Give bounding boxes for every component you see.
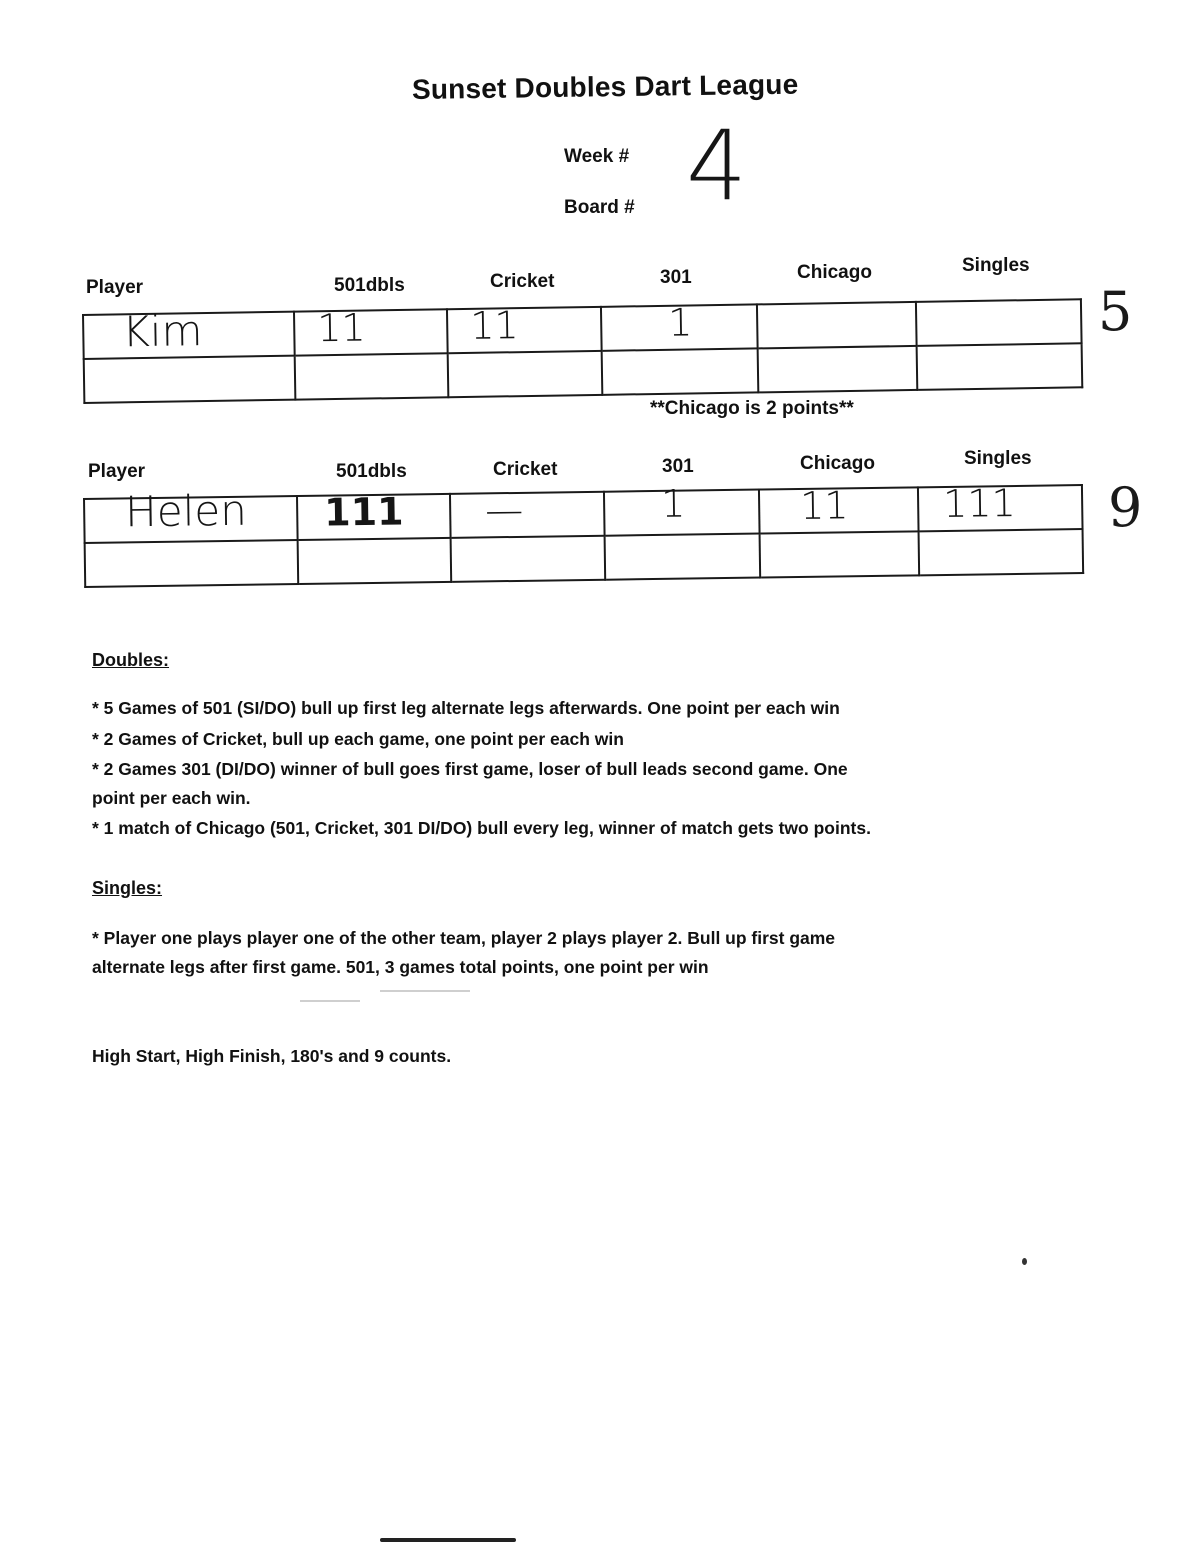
- player-total: 9: [1108, 476, 1143, 539]
- doubles-rule: * 1 match of Chicago (501, Cricket, 301 DI/DO) bull every leg, winner of match gets two points.: [92, 818, 871, 838]
- board-label: Board #: [564, 197, 635, 218]
- score-cell-301[interactable]: 1: [601, 304, 758, 350]
- player-total: 5: [1098, 280, 1133, 343]
- score-cell-301[interactable]: [605, 534, 761, 580]
- score-cell-501dbls[interactable]: 11: [294, 309, 448, 355]
- singles-rule: * Player one plays player one of the other team, player 2 plays player 2. Bull up first game alternate legs after first game. 501, 3 games total points, one point per win: [92, 928, 836, 977]
- score-cell-501dbls[interactable]: [298, 538, 452, 584]
- header-301: 301: [660, 267, 692, 288]
- player-cell[interactable]: [84, 356, 296, 403]
- score-cell-chicago[interactable]: 11: [759, 487, 919, 533]
- header-501dbls: 501dbls: [334, 275, 405, 296]
- score-cell-chicago[interactable]: [760, 531, 920, 577]
- chicago-note: **Chicago is 2 points**: [650, 398, 854, 419]
- player-name: Helen: [124, 485, 248, 537]
- smudge-mark: [380, 990, 470, 992]
- score-cell-cricket[interactable]: 11: [447, 307, 602, 353]
- score-cell-501dbls[interactable]: [295, 353, 449, 399]
- player-cell[interactable]: [84, 485, 298, 543]
- header-player: Player: [88, 461, 146, 482]
- header-501dbls: 501dbls: [336, 461, 407, 482]
- ink-dot: [1022, 1258, 1027, 1265]
- smudge-mark: [300, 1000, 360, 1002]
- header-301: 301: [662, 456, 694, 477]
- header-cricket: Cricket: [493, 459, 558, 480]
- form-title: Sunset Doubles Dart League: [411, 68, 799, 105]
- score-cell-singles[interactable]: [917, 343, 1083, 390]
- week-label: Week #: [564, 146, 630, 167]
- score-cell-chicago[interactable]: [758, 346, 918, 392]
- week-number-handwritten: 4: [686, 110, 748, 222]
- doubles-rule: * 2 Games of Cricket, bull up each game, one point per each win: [92, 729, 624, 749]
- player-name: Kim: [121, 306, 203, 357]
- score-cell-cricket[interactable]: —: [450, 492, 605, 538]
- header-cricket: Cricket: [490, 271, 555, 292]
- player-cell[interactable]: [85, 540, 299, 587]
- score-cell-singles[interactable]: [919, 529, 1084, 575]
- score-cell-singles[interactable]: 111: [918, 485, 1083, 531]
- doubles-heading: Doubles:: [92, 650, 170, 670]
- header-singles: Singles: [962, 255, 1030, 276]
- footer-note: High Start, High Finish, 180's and 9 counts.: [92, 1046, 452, 1066]
- header-player: Player: [86, 277, 144, 298]
- score-cell-501dbls[interactable]: 111: [297, 494, 451, 540]
- score-cell-singles[interactable]: [916, 299, 1082, 346]
- score-cell-chicago[interactable]: [757, 302, 917, 348]
- doubles-rule: * 2 Games 301 (DI/DO) winner of bull goes first game, loser of bull leads second game. One point per each win.: [92, 759, 848, 808]
- score-table-helen: [83, 480, 1084, 588]
- singles-heading: Singles:: [92, 878, 163, 898]
- player-cell[interactable]: [83, 306, 295, 359]
- header-chicago: Chicago: [800, 453, 875, 474]
- scan-edge-mark: [380, 1538, 516, 1542]
- score-cell-cricket[interactable]: [451, 536, 606, 582]
- header-chicago: Chicago: [797, 262, 872, 283]
- doubles-rule: * 5 Games of 501 (SI/DO) bull up first leg alternate legs afterwards. One point per each win: [92, 698, 840, 718]
- header-singles: Singles: [964, 448, 1032, 469]
- score-table-kim: [82, 298, 1083, 404]
- score-cell-301[interactable]: 1: [604, 490, 760, 536]
- score-cell-cricket[interactable]: [448, 351, 603, 397]
- score-cell-301[interactable]: [602, 348, 759, 394]
